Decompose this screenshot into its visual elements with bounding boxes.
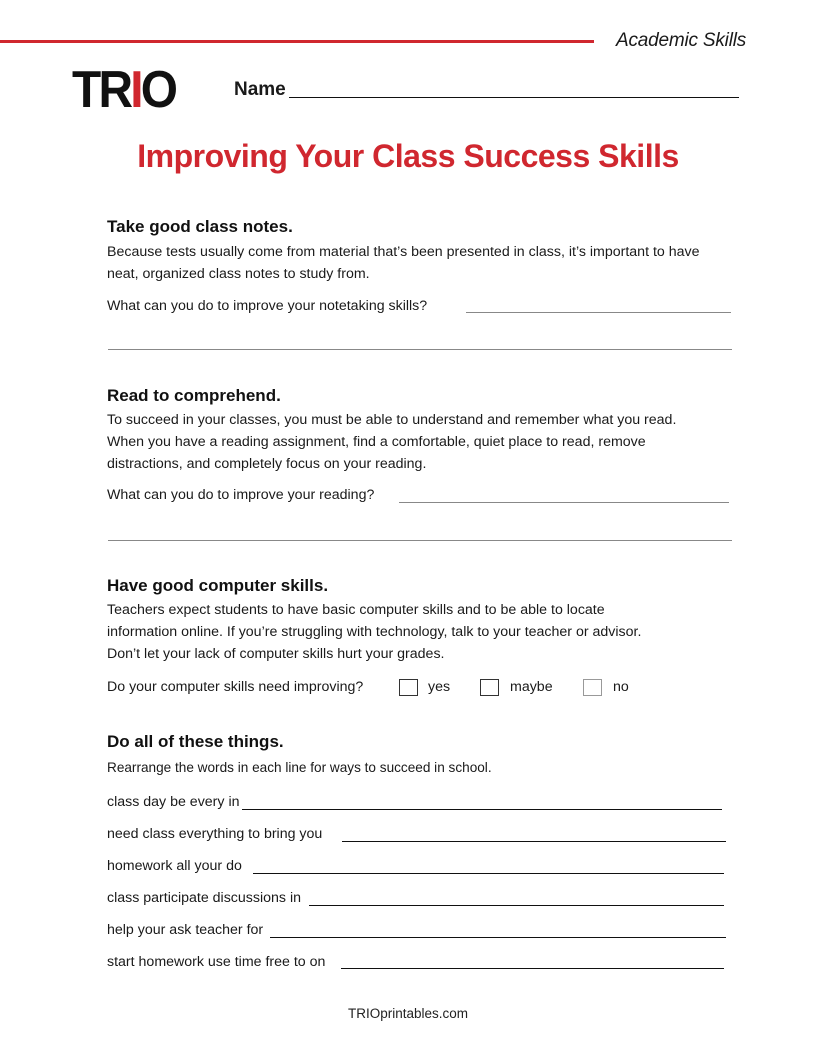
section-heading-do-all: Do all of these things. <box>107 732 284 751</box>
page-title: Improving Your Class Success Skills <box>137 138 679 174</box>
name-label: Name <box>234 79 286 100</box>
scrambled-line: class day be every in <box>107 794 240 810</box>
body-line: Don’t let your lack of computer skills hurt your grades. <box>107 646 445 662</box>
section-body-reading <box>107 409 737 475</box>
scrambled-line: start homework use time free to on <box>107 954 326 970</box>
section-body-computer <box>107 599 737 665</box>
logo-tr: TR <box>72 61 131 119</box>
footer-url: TRIOprintables.com <box>347 1006 469 1021</box>
scrambled-line: need class everything to bring you <box>107 826 323 842</box>
scrambled-line: class participate discussions in <box>107 890 301 906</box>
checkbox-yes-label: yes <box>428 679 451 695</box>
header-rule <box>0 40 594 43</box>
checkbox-maybe[interactable] <box>480 679 499 696</box>
answer-line-scramble-5[interactable] <box>270 937 726 938</box>
body-line: To succeed in your classes, you must be able to understand and remember what you read. <box>107 412 677 428</box>
section-heading-reading: Read to comprehend. <box>107 386 281 405</box>
body-line: Teachers expect students to have basic computer skills and to be able to locate <box>107 602 605 618</box>
question-notes: What can you do to improve your notetaking skills? <box>107 298 428 314</box>
name-field[interactable] <box>289 97 739 98</box>
checkbox-yes[interactable] <box>399 679 418 696</box>
body-line: When you have a reading assignment, find a comfortable, quiet place to read, remove <box>107 434 646 450</box>
body-line: distractions, and completely focus on your reading. <box>107 456 427 472</box>
logo-i: I <box>130 61 141 119</box>
answer-line-scramble-3[interactable] <box>253 873 724 874</box>
checkbox-no[interactable] <box>583 679 602 696</box>
scrambled-line: homework all your do <box>107 858 242 874</box>
answer-line-scramble-4[interactable] <box>309 905 724 906</box>
answer-line-scramble-1[interactable] <box>242 809 722 810</box>
body-line: neat, organized class notes to study from. <box>107 266 370 282</box>
section-heading-computer: Have good computer skills. <box>107 576 329 595</box>
checkbox-no-label: no <box>613 679 629 695</box>
trio-logo <box>72 61 176 119</box>
answer-line-reading-2[interactable] <box>108 540 732 541</box>
answer-line-notes-2[interactable] <box>108 349 732 350</box>
answer-line-scramble-2[interactable] <box>342 841 726 842</box>
category-label: Academic Skills <box>616 30 747 51</box>
body-line: information online. If you’re struggling with technology, talk to your teacher or advisor. <box>107 624 642 640</box>
logo-o: O <box>140 61 176 119</box>
scrambled-line: help your ask teacher for <box>107 922 264 938</box>
answer-line-notes-1[interactable] <box>466 312 731 313</box>
question-reading: What can you do to improve your reading? <box>107 487 375 503</box>
answer-line-reading-1[interactable] <box>399 502 729 503</box>
body-line: Because tests usually come from material that’s been presented in class, it’s important to have <box>107 244 700 260</box>
answer-line-scramble-6[interactable] <box>341 968 724 969</box>
section-body-notes <box>107 241 737 285</box>
instruction-do-all: Rearrange the words in each line for ways to succeed in school. <box>107 760 492 775</box>
question-computer: Do your computer skills need improving? <box>107 679 364 695</box>
section-heading-notes: Take good class notes. <box>107 217 293 236</box>
checkbox-maybe-label: maybe <box>510 679 553 695</box>
